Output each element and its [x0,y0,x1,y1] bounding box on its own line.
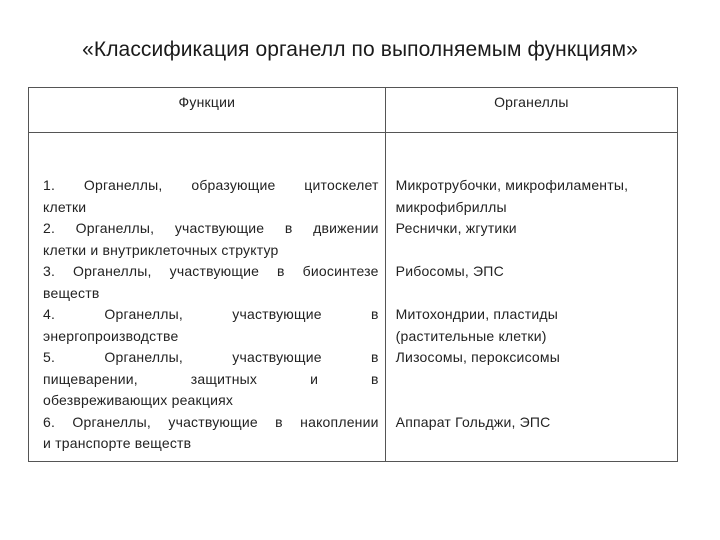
function-line [43,175,379,197]
function-line: веществ [43,284,100,301]
function-line: клетки и внутриклеточных структур [43,241,279,258]
table-row [29,133,678,219]
organelle-line: Аппарат Гольджи, ЭПС [395,413,551,430]
function-word: в [277,263,285,279]
table-row [29,261,678,304]
function-word: 1. [43,177,56,193]
function-word: 2. [43,220,56,236]
table-row [29,347,678,412]
table-row [29,412,678,462]
function-word: участвующие [232,349,322,365]
function-word: в [371,349,379,365]
function-word: и [310,370,319,387]
function-word: 4. [43,306,56,322]
function-word: 6. [43,413,56,430]
organelle-line: (растительные клетки) [395,327,547,344]
function-word: в [284,220,293,236]
function-word: биосинтезе [302,263,379,279]
function-cell [29,347,386,412]
function-word: Органеллы, [104,349,183,365]
organelle-line: Реснички, жгутики [395,220,517,236]
organelle-cell [385,304,677,347]
function-word: Органеллы, [83,177,163,193]
organelle-cell [385,218,677,261]
function-cell [29,261,386,304]
function-line [43,261,379,283]
function-cell [29,133,386,219]
organelle-line: Лизосомы, пероксисомы [395,349,561,365]
function-word: 5. [43,349,56,365]
function-word: участвующие [168,413,258,430]
function-word: цитоскелет [304,177,379,193]
function-word: пищеварении, [43,370,138,387]
table-row [29,218,678,261]
organelle-line: Рибосомы, ЭПС [395,263,504,279]
function-word: участвующие [169,263,260,279]
function-line: обезвреживающих реакциях [43,392,234,408]
organelle-line: Микротрубочки, микрофиламенты, [395,177,629,193]
function-cell [29,412,386,462]
organelle-cell [385,412,677,462]
function-line [43,304,379,326]
function-line [43,412,379,434]
table-row [29,304,678,347]
function-cell [29,218,386,261]
organelle-line: Митохондрии, пластиды [395,306,558,322]
function-word: Органеллы, [104,306,183,322]
function-word: участвующие [174,220,265,236]
organelle-cell [385,261,677,304]
function-word: Органеллы, [73,263,152,279]
function-word: Органеллы, [72,413,152,430]
organelle-line: микрофибриллы [395,198,507,215]
function-line [43,347,379,369]
header-organelles: Органеллы [385,88,677,133]
slide-title: «Классификация органелл по выполняемым функциям» [82,38,638,61]
function-word: накоплении [300,413,379,430]
function-word: в [371,370,379,387]
function-word: образующие [191,177,276,193]
function-word: защитных [190,370,258,387]
function-word: участвующие [232,306,322,322]
table-header-row [29,88,678,133]
function-line: энергопроизводстве [43,327,179,344]
function-cell [29,304,386,347]
function-word: 3. [43,263,56,279]
function-line [43,218,379,240]
function-word: в [275,413,283,430]
organelle-cell [385,347,677,412]
function-line: клетки [43,198,87,215]
function-word: в [371,306,379,322]
function-line [43,369,379,391]
function-word: движении [313,220,379,236]
header-functions: Функции [29,88,386,133]
organelle-cell [385,133,677,219]
organelle-classification-table [28,87,678,462]
function-word: Органеллы, [75,220,155,236]
function-line: и транспорте веществ [43,435,192,451]
